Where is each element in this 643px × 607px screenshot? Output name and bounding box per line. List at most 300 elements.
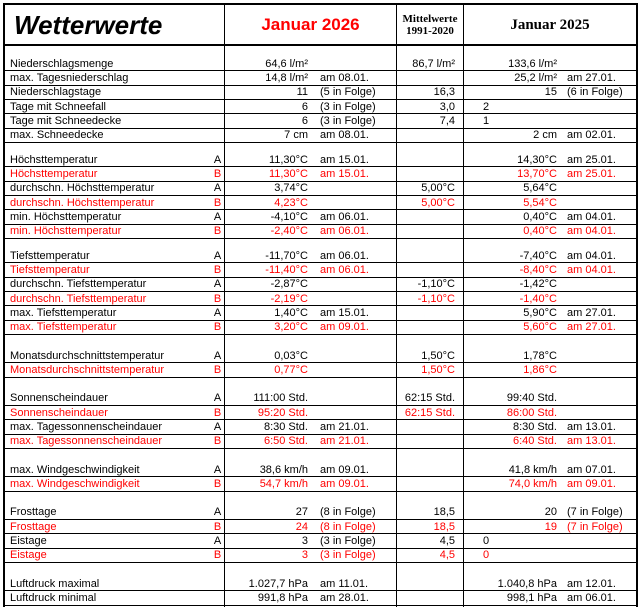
variant-letter: B [213, 167, 222, 180]
header-cell-mittelwerte [397, 5, 464, 44]
page-title: Wetterwerte [14, 9, 163, 40]
section-gap [5, 335, 636, 349]
value-jan2025: 2 cm [533, 129, 557, 142]
table-row [5, 321, 636, 335]
empty-cell [5, 563, 225, 577]
jan2025-cell [464, 349, 636, 362]
column-header-jan2025: Januar 2025 [510, 16, 590, 33]
table-row [5, 549, 636, 563]
note-jan2026: (3 in Folge) [320, 549, 376, 562]
value-jan2025: 5,64°C [523, 182, 557, 195]
note-jan2026: am 15.01. [320, 153, 369, 166]
value-jan2025: 1,78°C [523, 349, 557, 362]
note-jan2025: am 07.01. [567, 463, 616, 476]
value-jan2025: 5,54°C [523, 196, 557, 209]
value-jan2026: 0,77°C [274, 363, 308, 376]
value-jan2026: 4,23°C [274, 196, 308, 209]
note-jan2025: (7 in Folge) [567, 520, 623, 533]
section-gap [5, 563, 636, 577]
table-body [5, 46, 636, 607]
value-jan2025: -1,40°C [519, 292, 557, 305]
header-cell-jan2026 [225, 5, 397, 44]
value-jan2025: 0 [482, 534, 490, 547]
mittelwerte-cell [397, 577, 464, 590]
label-cell [5, 392, 225, 405]
column-header-mittelwerte [403, 13, 458, 37]
jan2025-cell [464, 196, 636, 209]
value-jan2026: 3 [301, 534, 308, 547]
note-jan2025: am 04.01. [567, 263, 616, 276]
row-label: Niederschlagsmenge [10, 57, 114, 70]
variant-letter: B [213, 406, 222, 419]
variant-letter: A [213, 278, 222, 291]
variant-letter: A [213, 506, 222, 519]
value-mittelwerte: -1,10°C [417, 278, 455, 291]
note-jan2026: am 06.01. [320, 263, 369, 276]
jan2025-cell [464, 57, 636, 70]
value-mittelwerte: 5,00°C [421, 196, 455, 209]
empty-cell [464, 563, 636, 577]
note-jan2026: am 06.01. [320, 249, 369, 262]
mittelwerte-cell [397, 591, 464, 604]
value-jan2026: -2,19°C [270, 292, 308, 305]
table-row [5, 534, 636, 548]
row-label: max. Tagesniederschlag [10, 71, 129, 84]
table-row [5, 591, 636, 605]
note-jan2026: am 09.01. [320, 477, 369, 490]
mittelwerte-cell [397, 363, 464, 376]
label-cell [5, 321, 225, 334]
jan2026-cell [225, 534, 397, 547]
variant-letter: B [213, 292, 222, 305]
value-jan2026: 6 [301, 114, 308, 127]
mittelwerte-cell [397, 435, 464, 448]
label-cell [5, 577, 225, 590]
jan2026-cell [225, 349, 397, 362]
table-row [5, 57, 636, 71]
jan2026-cell [225, 57, 397, 70]
label-cell [5, 534, 225, 547]
value-jan2026: 95:20 Std. [257, 406, 308, 419]
row-label: durchschn. Höchsttemperatur [10, 196, 155, 209]
value-jan2026: 24 [295, 520, 308, 533]
table-row [5, 153, 636, 167]
jan2025-cell [464, 406, 636, 419]
value-jan2025: 41,8 km/h [508, 463, 557, 476]
mittelwerte-cell [397, 100, 464, 113]
note-jan2026: am 08.01. [320, 71, 369, 84]
empty-cell [397, 239, 464, 249]
table-row [5, 225, 636, 239]
value-jan2026: 11,30°C [268, 153, 308, 166]
row-label: Tage mit Schneefall [10, 100, 106, 113]
label-cell [5, 349, 225, 362]
empty-cell [225, 46, 397, 57]
row-label: durchschn. Höchsttemperatur [10, 182, 155, 195]
label-cell [5, 114, 225, 127]
empty-cell [464, 239, 636, 249]
table-row [5, 506, 636, 520]
section-gap [5, 378, 636, 392]
empty-cell [5, 449, 225, 463]
jan2026-cell [225, 392, 397, 405]
variant-letter: A [213, 249, 222, 262]
variant-letter: B [213, 435, 222, 448]
jan2026-cell [225, 306, 397, 319]
variant-letter: B [213, 225, 222, 238]
table-row [5, 392, 636, 406]
row-label: durchschn. Tiefsttemperatur [10, 278, 147, 291]
mittelwerte-cell [397, 210, 464, 223]
jan2025-cell [464, 153, 636, 166]
jan2026-cell [225, 406, 397, 419]
row-label: max. Windgeschwindigkeit [10, 477, 140, 490]
mittelwerte-cell [397, 71, 464, 84]
section-gap [5, 143, 636, 153]
variant-letter: B [213, 520, 222, 533]
label-cell [5, 506, 225, 519]
mittelwerte-cell [397, 306, 464, 319]
jan2025-cell [464, 477, 636, 490]
jan2025-cell [464, 420, 636, 433]
value-jan2026: 1,40°C [274, 306, 308, 319]
table-row [5, 363, 636, 377]
value-jan2026: 6:50 Std. [263, 435, 308, 448]
mittelwerte-line1: Mittelwerte [402, 12, 458, 25]
value-mittelwerte: 62:15 Std. [404, 406, 455, 419]
label-cell [5, 520, 225, 533]
empty-cell [397, 143, 464, 153]
empty-cell [5, 239, 225, 249]
table-row [5, 182, 636, 196]
value-mittelwerte: 1,50°C [421, 363, 455, 376]
row-label: Sonnenscheindauer [10, 406, 108, 419]
value-mittelwerte: -1,10°C [417, 292, 455, 305]
label-cell [5, 167, 225, 180]
label-cell [5, 225, 225, 238]
label-cell [5, 182, 225, 195]
value-jan2025: 25,2 l/m² [514, 71, 557, 84]
row-label: Tage mit Schneedecke [10, 114, 122, 127]
label-cell [5, 153, 225, 166]
value-mittelwerte: 86,7 l/m² [412, 57, 455, 70]
value-jan2025: 133,6 l/m² [508, 57, 557, 70]
jan2026-cell [225, 114, 397, 127]
column-header-jan2026: Januar 2026 [261, 14, 360, 34]
note-jan2025: am 09.01. [567, 477, 616, 490]
jan2026-cell [225, 182, 397, 195]
jan2026-cell [225, 167, 397, 180]
empty-cell [464, 335, 636, 349]
jan2025-cell [464, 321, 636, 334]
jan2025-cell [464, 249, 636, 262]
row-label: Tiefsttemperatur [10, 249, 90, 262]
value-mittelwerte: 4,5 [439, 534, 455, 547]
row-label: max. Tiefsttemperatur [10, 321, 117, 334]
note-jan2026: am 06.01. [320, 210, 369, 223]
empty-cell [225, 335, 397, 349]
table-row [5, 86, 636, 100]
note-jan2025: am 27.01. [567, 321, 616, 334]
label-cell [5, 420, 225, 433]
value-jan2026: 7 cm [284, 129, 308, 142]
note-jan2025: am 27.01. [567, 71, 616, 84]
jan2025-cell [464, 114, 636, 127]
note-jan2026: am 11.01. [320, 577, 369, 590]
jan2025-cell [464, 392, 636, 405]
jan2025-cell [464, 506, 636, 519]
note-jan2025: am 06.01. [567, 591, 616, 604]
jan2026-cell [225, 71, 397, 84]
note-jan2025: am 04.01. [567, 249, 616, 262]
value-jan2025: 5,60°C [523, 321, 557, 334]
empty-cell [397, 563, 464, 577]
row-label: Höchsttemperatur [10, 167, 98, 180]
mittelwerte-cell [397, 278, 464, 291]
value-jan2025: 86:00 Std. [506, 406, 557, 419]
jan2026-cell [225, 477, 397, 490]
variant-letter: B [213, 477, 222, 490]
value-jan2025: 99:40 Std. [506, 392, 557, 405]
empty-cell [397, 492, 464, 506]
row-label: max. Tagessonnenscheindauer [10, 420, 163, 433]
note-jan2026: (3 in Folge) [320, 114, 376, 127]
variant-letter: A [213, 306, 222, 319]
value-jan2025: 1.040,8 hPa [497, 577, 557, 590]
mittelwerte-cell [397, 520, 464, 533]
header-cell-title [5, 5, 225, 44]
value-jan2025: 15 [544, 86, 557, 99]
jan2026-cell [225, 420, 397, 433]
jan2026-cell [225, 549, 397, 562]
note-jan2025: (7 in Folge) [567, 506, 623, 519]
label-cell [5, 278, 225, 291]
note-jan2025: (6 in Folge) [567, 86, 623, 99]
jan2026-cell [225, 263, 397, 276]
value-jan2025: 74,0 km/h [508, 477, 557, 490]
value-jan2026: 0,03°C [274, 349, 308, 362]
label-cell [5, 549, 225, 562]
value-jan2025: 20 [544, 506, 557, 519]
label-cell [5, 263, 225, 276]
empty-cell [464, 492, 636, 506]
jan2025-cell [464, 263, 636, 276]
jan2026-cell [225, 363, 397, 376]
note-jan2025: am 13.01. [567, 435, 616, 448]
jan2025-cell [464, 292, 636, 305]
jan2026-cell [225, 100, 397, 113]
table-row [5, 463, 636, 477]
value-mittelwerte: 5,00°C [421, 182, 455, 195]
weather-table [3, 3, 638, 607]
jan2025-cell [464, 520, 636, 533]
jan2026-cell [225, 292, 397, 305]
variant-letter: B [213, 196, 222, 209]
table-row [5, 306, 636, 320]
value-jan2026: -11,70°C [265, 249, 308, 262]
empty-cell [397, 335, 464, 349]
jan2026-cell [225, 153, 397, 166]
row-label: Frosttage [10, 520, 57, 533]
value-jan2026: 11 [296, 86, 308, 99]
mittelwerte-cell [397, 321, 464, 334]
row-label: Luftdruck minimal [10, 591, 97, 604]
value-jan2026: 27 [295, 506, 308, 519]
variant-letter: A [213, 534, 222, 547]
note-jan2026: am 21.01. [320, 420, 369, 433]
note-jan2026: am 28.01. [320, 591, 369, 604]
value-jan2025: -7,40°C [519, 249, 557, 262]
jan2025-cell [464, 86, 636, 99]
row-label: min. Höchsttemperatur [10, 210, 122, 223]
variant-letter: A [213, 392, 222, 405]
table-row [5, 577, 636, 591]
jan2025-cell [464, 210, 636, 223]
jan2026-cell [225, 278, 397, 291]
jan2026-cell [225, 520, 397, 533]
section-gap [5, 239, 636, 249]
jan2026-cell [225, 225, 397, 238]
variant-letter: B [213, 263, 222, 276]
table-row [5, 349, 636, 363]
value-jan2026: 38,6 km/h [259, 463, 308, 476]
value-jan2025: 998,1 hPa [506, 591, 557, 604]
table-row [5, 71, 636, 85]
jan2026-cell [225, 435, 397, 448]
mittelwerte-cell [397, 549, 464, 562]
empty-cell [225, 239, 397, 249]
empty-cell [5, 46, 225, 57]
jan2025-cell [464, 100, 636, 113]
label-cell [5, 292, 225, 305]
label-cell [5, 210, 225, 223]
value-jan2025: 19 [544, 520, 557, 533]
mittelwerte-cell [397, 129, 464, 142]
jan2025-cell [464, 591, 636, 604]
mittelwerte-cell [397, 406, 464, 419]
jan2026-cell [225, 196, 397, 209]
table-row [5, 278, 636, 292]
empty-cell [464, 449, 636, 463]
empty-cell [225, 449, 397, 463]
label-cell [5, 435, 225, 448]
mittelwerte-cell [397, 57, 464, 70]
mittelwerte-cell [397, 349, 464, 362]
row-label: Luftdruck maximal [10, 577, 100, 590]
value-mittelwerte: 18,5 [433, 520, 455, 533]
value-jan2025: 8:30 Std. [512, 420, 557, 433]
jan2026-cell [225, 129, 397, 142]
note-jan2025: am 04.01. [567, 210, 616, 223]
value-jan2025: 0,40°C [523, 225, 557, 238]
mittelwerte-cell [397, 225, 464, 238]
jan2025-cell [464, 577, 636, 590]
table-row [5, 210, 636, 224]
value-jan2026: 8:30 Std. [263, 420, 308, 433]
table-row [5, 520, 636, 534]
note-jan2025: am 13.01. [567, 420, 616, 433]
row-label: max. Tagessonnenscheindauer [10, 435, 163, 448]
value-mittelwerte: 1,50°C [421, 349, 455, 362]
label-cell [5, 249, 225, 262]
variant-letter: B [213, 363, 222, 376]
table-row [5, 406, 636, 420]
value-jan2026: 3 [301, 549, 308, 562]
value-jan2026: 64,6 l/m² [265, 57, 308, 70]
value-mittelwerte: 62:15 Std. [404, 392, 455, 405]
empty-cell [464, 378, 636, 392]
value-mittelwerte: 4,5 [439, 549, 455, 562]
table-row [5, 249, 636, 263]
jan2025-cell [464, 306, 636, 319]
jan2025-cell [464, 534, 636, 547]
value-jan2025: 0 [482, 549, 490, 562]
value-jan2026: -2,87°C [270, 278, 308, 291]
value-jan2026: 6 [301, 100, 308, 113]
table-row [5, 129, 636, 143]
mittelwerte-cell [397, 263, 464, 276]
row-label: Frosttage [10, 506, 57, 519]
mittelwerte-cell [397, 167, 464, 180]
row-label: max. Schneedecke [10, 129, 104, 142]
label-cell [5, 86, 225, 99]
variant-letter: A [213, 349, 222, 362]
empty-cell [464, 143, 636, 153]
row-label: Tiefsttemperatur [10, 263, 90, 276]
note-jan2025: am 25.01. [567, 153, 616, 166]
value-jan2026: 14,8 l/m² [265, 71, 308, 84]
table-row [5, 263, 636, 277]
empty-cell [5, 378, 225, 392]
value-jan2025: 14,30°C [517, 153, 557, 166]
mittelwerte-cell [397, 86, 464, 99]
note-jan2025: am 12.01. [567, 577, 616, 590]
empty-cell [5, 143, 225, 153]
row-label: max. Tiefsttemperatur [10, 306, 117, 319]
note-jan2025: am 02.01. [567, 129, 616, 142]
table-row [5, 100, 636, 114]
note-jan2026: (8 in Folge) [320, 520, 376, 533]
mittelwerte-line2: 1991-2020 [406, 24, 454, 37]
value-jan2025: 13,70°C [517, 167, 557, 180]
row-label: Höchsttemperatur [10, 153, 98, 166]
variant-letter: A [213, 210, 222, 223]
row-label: Eistage [10, 534, 47, 547]
mittelwerte-cell [397, 292, 464, 305]
label-cell [5, 477, 225, 490]
value-jan2025: 0,40°C [523, 210, 557, 223]
note-jan2025: am 04.01. [567, 225, 616, 238]
mittelwerte-cell [397, 420, 464, 433]
table-row [5, 477, 636, 491]
jan2026-cell [225, 506, 397, 519]
table-header-row [5, 5, 636, 46]
row-label: Monatsdurchschnittstemperatur [10, 349, 165, 362]
mittelwerte-cell [397, 534, 464, 547]
mittelwerte-cell [397, 506, 464, 519]
note-jan2025: am 27.01. [567, 306, 616, 319]
value-jan2025: 6:40 Std. [512, 435, 557, 448]
note-jan2026: (3 in Folge) [320, 534, 376, 547]
row-label: Niederschlagstage [10, 86, 102, 99]
jan2026-cell [225, 591, 397, 604]
empty-cell [464, 46, 636, 57]
empty-cell [225, 378, 397, 392]
label-cell [5, 306, 225, 319]
value-mittelwerte: 3,0 [439, 100, 455, 113]
value-jan2025: -8,40°C [519, 263, 557, 276]
label-cell [5, 463, 225, 476]
